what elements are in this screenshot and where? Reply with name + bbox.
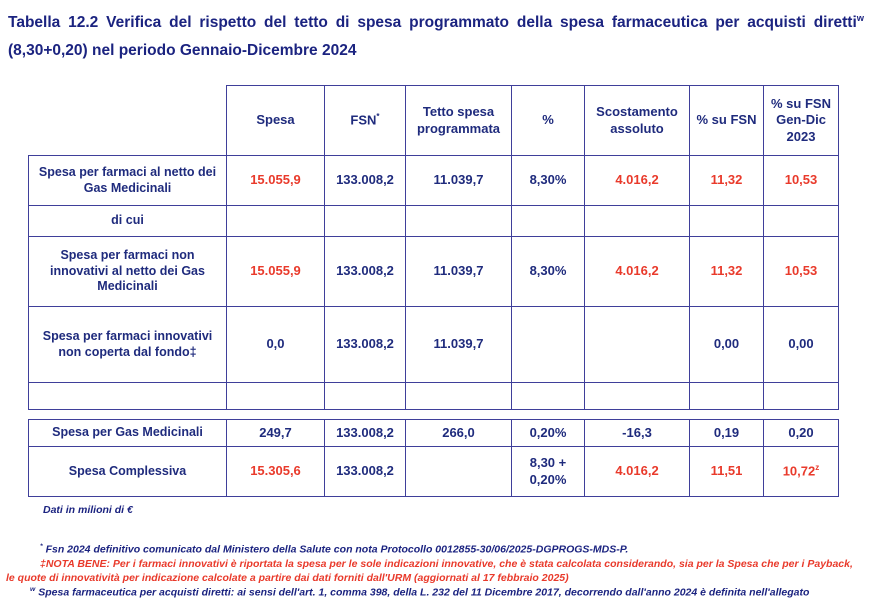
col-header-fsn <box>325 86 406 156</box>
cell-scostamento <box>585 206 690 237</box>
cell-spesa <box>227 206 325 237</box>
cell-pct-fsn <box>690 206 764 237</box>
cell-scostamento <box>585 383 690 410</box>
cell-percent <box>512 383 585 410</box>
title-part1: Tabella 12.2 Verifica del rispetto del tetto di spesa programmato della spesa farmaceutica per acquisti diretti <box>8 14 857 32</box>
cell-tetto: 11.039,7 <box>406 307 512 383</box>
cell-spesa <box>227 383 325 410</box>
table-row-empty <box>29 383 839 410</box>
footnote-nota-bene: ‡NOTA BENE: Per i farmaci innovativi è riportata la spesa per le sole indicazioni innovative, che è stata calcolata considerando, sia per la Spesa che per i Payback, le quote di innovatività per indicazione calcolate a partire dai dati forniti dall'URM (aggiornati al 17 febbraio 2025) <box>6 558 853 584</box>
col-header-label: Tetto spesa programmata <box>416 104 501 136</box>
fsn-footnote-marker: * <box>376 112 380 122</box>
cell-pct-fsn-2023 <box>764 206 839 237</box>
cell-tetto <box>406 447 512 497</box>
title-part2: (8,30+0,20) nel periodo Gennaio-Dicembre 2024 <box>8 42 357 60</box>
cell-spesa: 15.055,9 <box>227 237 325 307</box>
row-label: Spesa per farmaci al netto dei Gas Medicinali <box>29 156 227 206</box>
table-row-di-cui <box>29 206 839 237</box>
header-row <box>29 86 839 156</box>
footnote-acquisti-diretti-text: Spesa farmaceutica per acquisti diretti: ai sensi dell'art. 1, comma 398, della L. 232 del 11 Dicembre 2017, decorrendo dall'anno 2024 è definita nell'allegato <box>38 586 810 599</box>
cell-spesa: 249,7 <box>227 420 325 447</box>
table-row-farmaci-netto-gas <box>29 156 839 206</box>
cell-pct-fsn-2023: 0,20 <box>764 420 839 447</box>
cell-scostamento: 4.016,2 <box>585 156 690 206</box>
cell-scostamento <box>585 307 690 383</box>
footnote-fsn <box>40 543 628 556</box>
col-header-tetto <box>406 86 512 156</box>
cell-percent: 8,30 + 0,20% <box>512 447 585 497</box>
cell-percent: 8,30% <box>512 237 585 307</box>
col-header-scostamento <box>585 86 690 156</box>
footnote-marker-w: w <box>30 586 36 593</box>
col-header-label: Spesa <box>256 112 295 128</box>
cell-pct-fsn-2023: 10,53 <box>764 156 839 206</box>
cell-pct-fsn: 11,32 <box>690 156 764 206</box>
table-row-farmaci-non-innovativi <box>29 237 839 307</box>
cell-percent: 8,30% <box>512 156 585 206</box>
cell-scostamento: -16,3 <box>585 420 690 447</box>
col-header-pct-fsn-2023 <box>764 86 839 156</box>
cell-scostamento: 4.016,2 <box>585 447 690 497</box>
cell-pct-fsn <box>690 383 764 410</box>
cell-fsn <box>325 383 406 410</box>
cell-fsn: 133.008,2 <box>325 447 406 497</box>
spending-table-bottom <box>28 419 839 497</box>
cell-percent <box>512 206 585 237</box>
cell-spesa: 15.055,9 <box>227 156 325 206</box>
cell-value: 10,72 <box>782 463 816 479</box>
units-note: Dati in milioni di € <box>43 504 133 516</box>
col-header-label: % su FSN Gen-Dic 2023 <box>771 96 831 144</box>
row-label: Spesa per farmaci innovativi non coperta dal fondo‡ <box>29 307 227 383</box>
cell-scostamento: 4.016,2 <box>585 237 690 307</box>
spending-table-main <box>28 85 839 410</box>
cell-pct-fsn: 11,51 <box>690 447 764 497</box>
table-row-spesa-complessiva <box>29 447 839 497</box>
cell-tetto: 266,0 <box>406 420 512 447</box>
cell-pct-fsn: 11,32 <box>690 237 764 307</box>
col-header-spesa <box>227 86 325 156</box>
cell-pct-fsn-2023: 0,00 <box>764 307 839 383</box>
col-header-label: FSN <box>350 112 377 128</box>
cell-footnote-marker: z <box>815 463 820 473</box>
cell-percent <box>512 307 585 383</box>
cell-tetto: 11.039,7 <box>406 156 512 206</box>
cell-fsn <box>325 206 406 237</box>
footnote-marker-asterisk: * <box>40 543 43 550</box>
cell-spesa: 0,0 <box>227 307 325 383</box>
footnote-acquisti-diretti <box>30 586 809 599</box>
cell-pct-fsn-2023: 10,53 <box>764 237 839 307</box>
header-empty-cell <box>29 86 227 156</box>
row-label: di cui <box>29 206 227 237</box>
cell-percent: 0,20% <box>512 420 585 447</box>
cell-pct-fsn-2023 <box>764 447 839 497</box>
table-row-farmaci-innovativi <box>29 307 839 383</box>
row-label: Spesa Complessiva <box>29 447 227 497</box>
cell-fsn: 133.008,2 <box>325 156 406 206</box>
cell-fsn: 133.008,2 <box>325 237 406 307</box>
cell-tetto <box>406 383 512 410</box>
col-header-percent <box>512 86 585 156</box>
col-header-label: % su FSN <box>696 112 757 128</box>
cell-spesa: 15.305,6 <box>227 447 325 497</box>
cell-pct-fsn: 0,00 <box>690 307 764 383</box>
col-header-label: Scostamento assoluto <box>596 104 678 136</box>
cell-pct-fsn: 0,19 <box>690 420 764 447</box>
row-label <box>29 383 227 410</box>
table-row-gas-medicinali <box>29 420 839 447</box>
cell-tetto <box>406 206 512 237</box>
title-footnote-marker: w <box>856 13 864 23</box>
cell-fsn: 133.008,2 <box>325 420 406 447</box>
row-label: Spesa per farmaci non innovativi al netto dei Gas Medicinali <box>29 237 227 307</box>
col-header-label: % <box>542 112 554 128</box>
table-title <box>8 4 864 65</box>
cell-fsn: 133.008,2 <box>325 307 406 383</box>
cell-pct-fsn-2023 <box>764 383 839 410</box>
footnote-fsn-text: Fsn 2024 definitivo comunicato dal Ministero della Salute con nota Protocollo 0012855-30/06/2025-DGPROGS-MDS-P. <box>45 543 629 556</box>
cell-tetto: 11.039,7 <box>406 237 512 307</box>
row-label: Spesa per Gas Medicinali <box>29 420 227 447</box>
col-header-pct-fsn <box>690 86 764 156</box>
